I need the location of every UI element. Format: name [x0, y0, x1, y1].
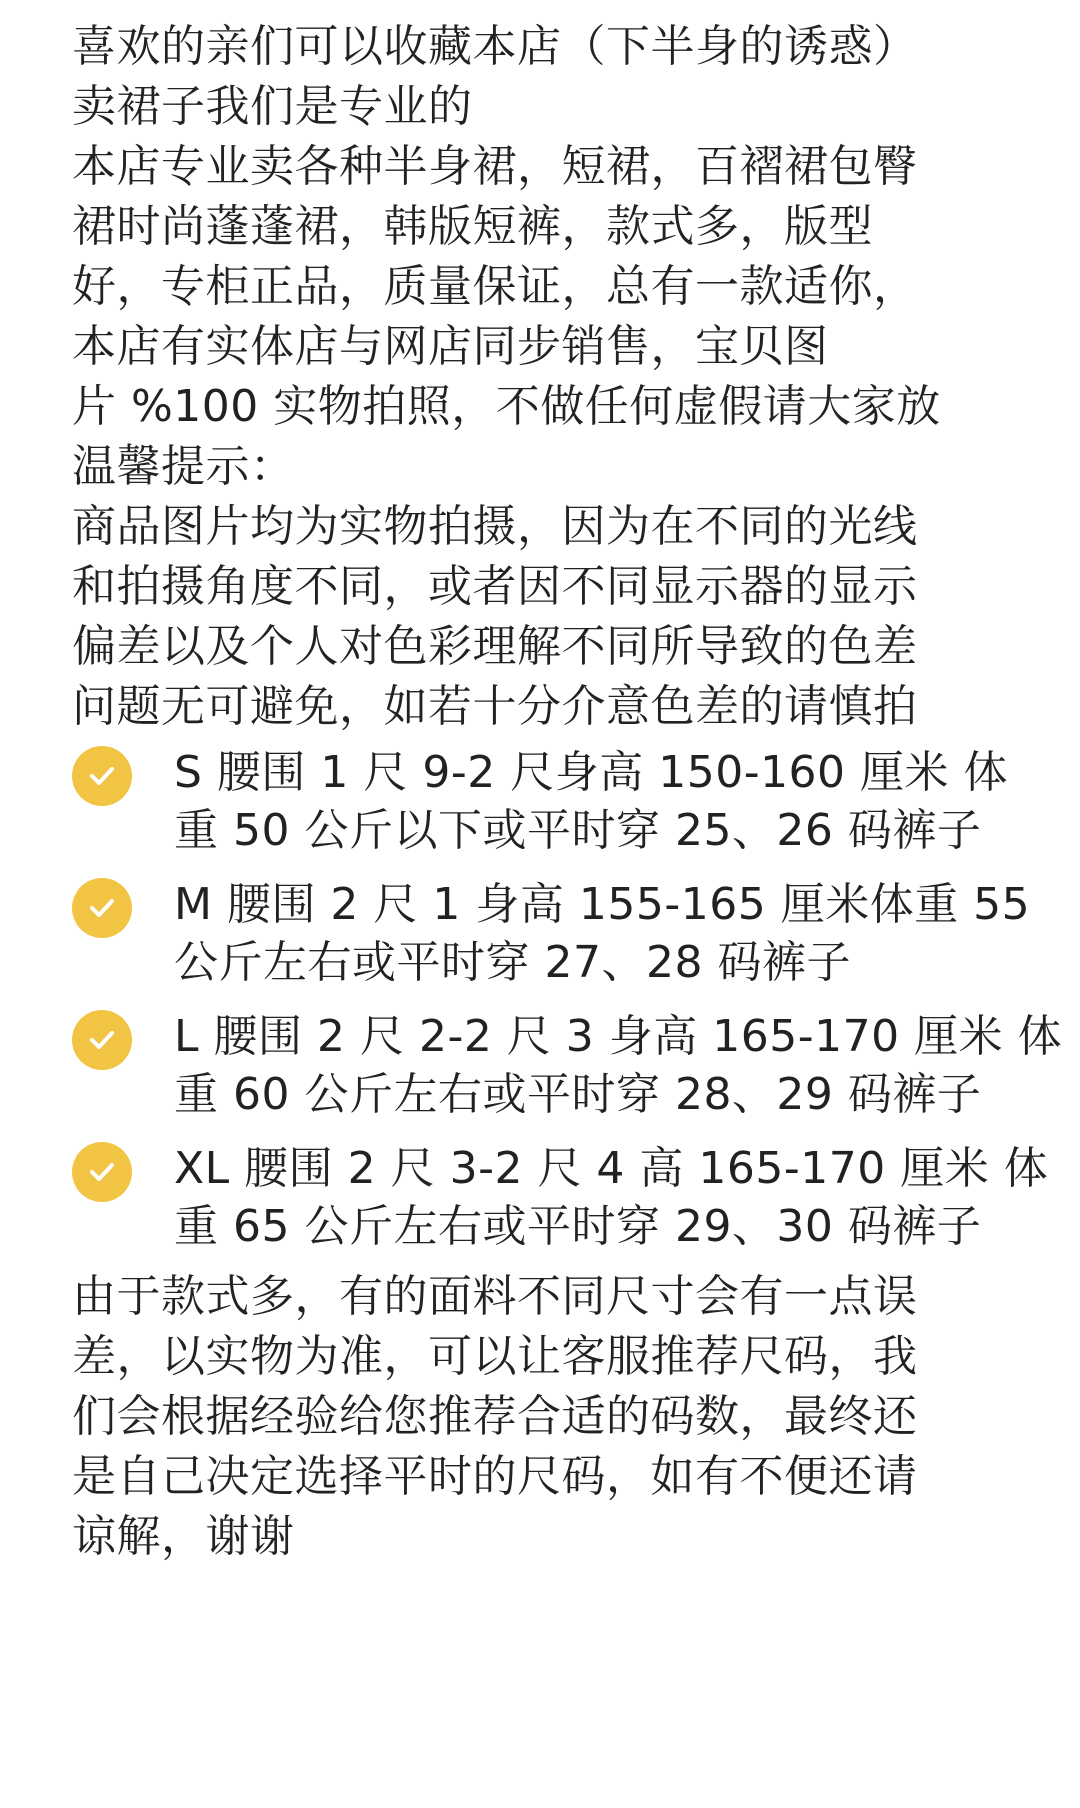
outro-line: 谅解，谢谢 [72, 1511, 295, 1562]
size-item-s-line2: 重 50 公斤以下或平时穿 25、26 码裤子 [174, 805, 982, 856]
outro-line: 是自己决定选择平时的尺码，如有不便还请 [72, 1451, 918, 1502]
intro-line: 片 %100 实物拍照，不做任何虚假请大家放 [72, 381, 941, 432]
outro-line: 由于款式多，有的面料不同尺寸会有一点误 [72, 1271, 918, 1322]
intro-line: 商品图片均为实物拍摄，因为在不同的光线 [72, 501, 918, 552]
intro-line: 问题无可避免，如若十分介意色差的请慎拍 [72, 681, 918, 732]
size-item-l-line2: 重 60 公斤左右或平时穿 28、29 码裤子 [174, 1069, 982, 1120]
intro-line: 本店专业卖各种半身裙，短裙，百褶裙包臀 [72, 141, 918, 192]
size-item-m-line1: M 腰围 2 尺 1 身高 155-165 厘米体重 55 [174, 879, 1031, 930]
check-circle-icon [72, 1010, 132, 1070]
size-item-xl-line2: 重 65 公斤左右或平时穿 29、30 码裤子 [174, 1201, 982, 1252]
intro-line: 喜欢的亲们可以收藏本店（下半身的诱惑） [72, 21, 918, 72]
intro-line: 偏差以及个人对色彩理解不同所导致的色差 [72, 621, 918, 672]
intro-line: 裙时尚蓬蓬裙，韩版短裤，款式多，版型 [72, 201, 873, 252]
intro-line: 和拍摄角度不同，或者因不同显示器的显示 [72, 561, 918, 612]
intro-line: 好，专柜正品，质量保证，总有一款适你， [72, 261, 918, 312]
check-circle-icon [72, 1142, 132, 1202]
size-item-xl-line1: XL 腰围 2 尺 3-2 尺 4 高 165-170 厘米 体 [174, 1143, 1049, 1194]
check-circle-icon [72, 746, 132, 806]
intro-line: 卖裙子我们是专业的 [72, 81, 473, 132]
size-item-l-line1: L 腰围 2 尺 2-2 尺 3 身高 165-170 厘米 体 [174, 1011, 1063, 1062]
outro-line: 们会根据经验给您推荐合适的码数，最终还 [72, 1391, 918, 1442]
tips-heading: 温馨提示： [72, 441, 295, 492]
intro-line: 本店有实体店与网店同步销售，宝贝图 [72, 321, 829, 372]
check-circle-icon [72, 878, 132, 938]
size-item-m-line2: 公斤左右或平时穿 27、28 码裤子 [174, 937, 851, 988]
outro-line: 差，以实物为准，可以让客服推荐尺码，我 [72, 1331, 918, 1382]
size-item-s-line1: S 腰围 1 尺 9-2 尺身高 150-160 厘米 体 [174, 747, 1009, 798]
